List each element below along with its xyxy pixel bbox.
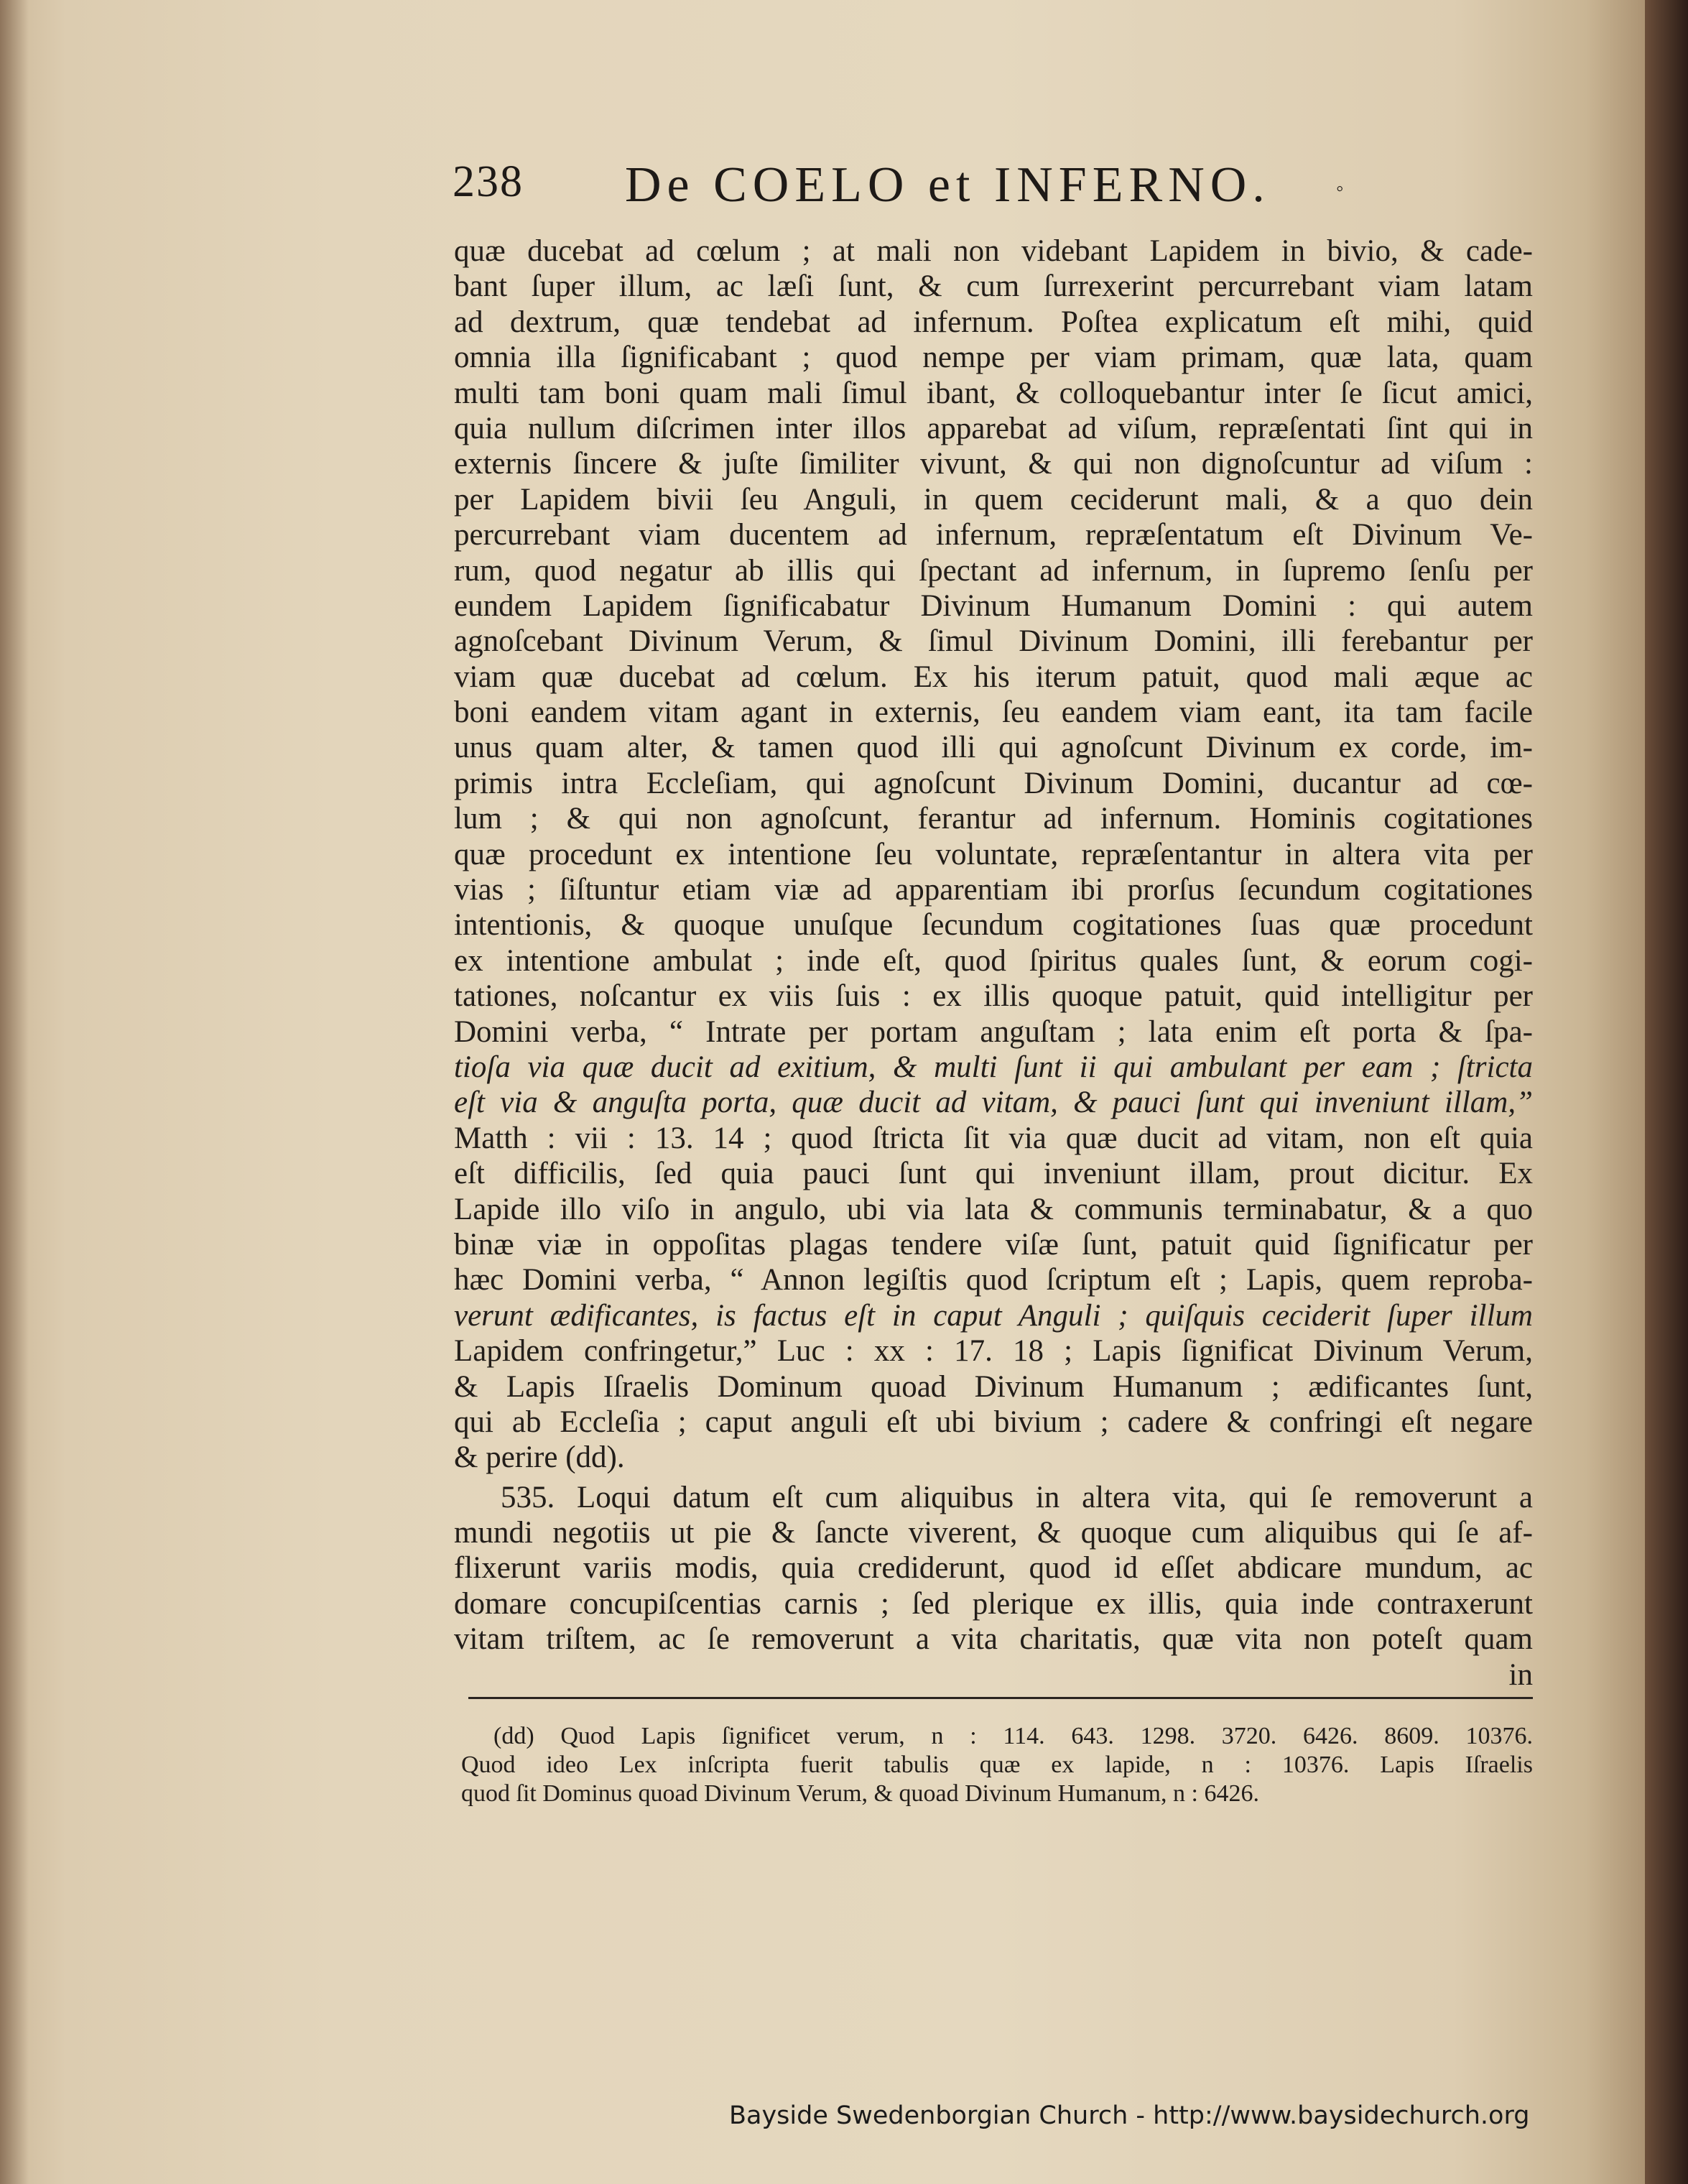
text-line: & perire (dd). xyxy=(454,1440,625,1475)
text-line: externis ſincere & juſte ſimiliter vivunt, & qui non dignoſcuntur ad viſum : xyxy=(454,447,1533,481)
footnote-rule xyxy=(468,1697,1533,1699)
footnote-line: (dd) Quod Lapis ſignificet verum, n : 114. 643. 1298. 3720. 6426. 8609. 10376. xyxy=(493,1723,1533,1749)
text-line: Lapide illo viſo in angulo, ubi via lata & communis terminabatur, & a quo xyxy=(454,1192,1533,1226)
text-line: rum, quod negatur ab illis qui ſpectant ad infernum, in ſupremo ſenſu per xyxy=(454,553,1533,588)
text-line: percurrebant viam ducentem ad infernum, repræſentatum eſt Divinum Ve- xyxy=(454,518,1533,552)
text-line: vitam triſtem, ac ſe removerunt a vita charitatis, quæ vita non poteſt quam xyxy=(454,1622,1533,1657)
text-line: domare concupiſcentias carnis ; ſed plerique ex illis, quia inde contraxerunt xyxy=(454,1586,1533,1621)
catchword: in xyxy=(1508,1657,1533,1692)
text-line: flixerunt variis modis, quia crediderunt, quod id eſſet abdicare mundum, ac xyxy=(454,1551,1533,1586)
text-line: quæ ducebat ad cœlum ; at mali non videbant Lapidem in bivio, & cade- xyxy=(454,234,1533,268)
watermark-text: Bayside Swedenborgian Church - http://www.baysidechurch.org xyxy=(729,2101,1530,2130)
text-line: verunt ædificantes, is factus eſt in caput Anguli ; quiſquis ceciderit ſuper illum xyxy=(454,1298,1533,1333)
text-line: binæ viæ in oppoſitas plagas tendere viſæ ſunt, patuit quid ſignificatur per xyxy=(454,1227,1533,1262)
text-line: 535. Loqui datum eſt cum aliquibus in altera vita, qui ſe removerunt a xyxy=(501,1480,1533,1514)
text-line: Matth : vii : 13. 14 ; quod ſtricta ſit via quæ ducit ad vitam, non eſt quia xyxy=(454,1121,1533,1155)
text-line: tationes, noſcantur ex viis ſuis : ex illis quoque patuit, quid intelligitur per xyxy=(454,979,1533,1014)
text-line: eſt via & anguſta porta, quæ ducit ad vitam, & pauci ſunt qui inveniunt illam,” xyxy=(454,1086,1533,1120)
running-title: De COELO et INFERNO. xyxy=(625,157,1271,213)
text-line: vias ; ſiſtuntur etiam viæ ad apparentiam ibi prorſus ſecundum cogitationes xyxy=(454,873,1533,907)
text-line: omnia illa ſignificabant ; quod nempe per viam primam, quæ lata, quam xyxy=(454,341,1533,375)
footnote xyxy=(461,1722,1533,1808)
text-line: quia nullum diſcrimen inter illos apparebat ad viſum, repræſentati ſint qui in xyxy=(454,411,1533,445)
footnote-line: Quod ideo Lex inſcripta fuerit tabulis quæ ex lapide, n : 10376. Lapis Iſraelis xyxy=(461,1752,1533,1778)
text-line: tioſa via quæ ducit ad exitium, & multi ſunt ii qui ambulant per eam ; ſtricta xyxy=(454,1050,1533,1084)
text-line: per Lapidem bivii ſeu Anguli, in quem ceciderunt mali, & a quo dein xyxy=(454,482,1533,517)
main-text xyxy=(454,233,1533,1693)
text-line: agnoſcebant Divinum Verum, & ſimul Divinum Domini, illi ferebantur per xyxy=(454,624,1533,659)
page-edge xyxy=(1645,0,1688,2184)
text-line: primis intra Eccleſiam, qui agnoſcunt Divinum Domini, ducantur ad cœ- xyxy=(454,766,1533,800)
text-line: Lapidem confringetur,” Luc : xx : 17. 18 ; Lapis ſignificat Divinum Verum, xyxy=(454,1334,1533,1369)
text-line: quæ procedunt ex intentione ſeu voluntate, repræſentantur in altera vita per xyxy=(454,837,1533,871)
text-line: intentionis, & quoque unuſque ſecundum cogitationes ſuas quæ procedunt xyxy=(454,908,1533,943)
text-line: qui ab Eccleſia ; caput anguli eſt ubi bivium ; cadere & confringi eſt negare xyxy=(454,1405,1533,1439)
text-line: lum ; & qui non agnoſcunt, ferantur ad infernum. Hominis cogitationes xyxy=(454,802,1533,836)
spine-shadow xyxy=(0,0,29,2184)
text-line: eſt difficilis, ſed quia pauci ſunt qui inveniunt illam, prout dicitur. Ex xyxy=(454,1157,1533,1191)
text-line: boni eandem vitam agant in externis, ſeu eandem viam eant, ita tam facile xyxy=(454,695,1533,730)
text-line: eundem Lapidem ſignificabatur Divinum Humanum Domini : qui autem xyxy=(454,588,1533,623)
text-line: bant ſuper illum, ac læſi ſunt, & cum ſurrexerint percurrebant viam latam xyxy=(454,269,1533,304)
page-header xyxy=(453,157,1415,221)
text-line: & Lapis Iſraelis Dominum quoad Divinum Humanum ; ædificantes ſunt, xyxy=(454,1369,1533,1404)
page-number: 238 xyxy=(453,157,524,206)
ornament-icon: ◦ xyxy=(1336,177,1344,200)
text-line: ad dextrum, quæ tendebat ad infernum. Poſtea explicatum eſt mihi, quid xyxy=(454,305,1533,339)
footnote-line: quod ſit Dominus quoad Divinum Verum, & quoad Divinum Humanum, n : 6426. xyxy=(461,1780,1259,1807)
text-line: Domini verba, “ Intrate per portam anguſtam ; lata enim eſt porta & ſpa- xyxy=(454,1014,1533,1049)
text-line: mundi negotiis ut pie & ſancte viverent, & quoque cum aliquibus qui ſe af- xyxy=(454,1516,1533,1550)
text-line: unus quam alter, & tamen quod illi qui agnoſcunt Divinum ex corde, im- xyxy=(454,731,1533,765)
text-line: viam quæ ducebat ad cœlum. Ex his iterum patuit, quod mali æque ac xyxy=(454,660,1533,694)
text-line: multi tam boni quam mali ſimul ibant, & colloquebantur inter ſe ſicut amici, xyxy=(454,376,1533,410)
text-line: ex intentione ambulat ; inde eſt, quod ſpiritus quales ſunt, & eorum cogi- xyxy=(454,943,1533,978)
text-line: hæc Domini verba, “ Annon legiſtis quod ſcriptum eſt ; Lapis, quem reproba- xyxy=(454,1263,1533,1297)
